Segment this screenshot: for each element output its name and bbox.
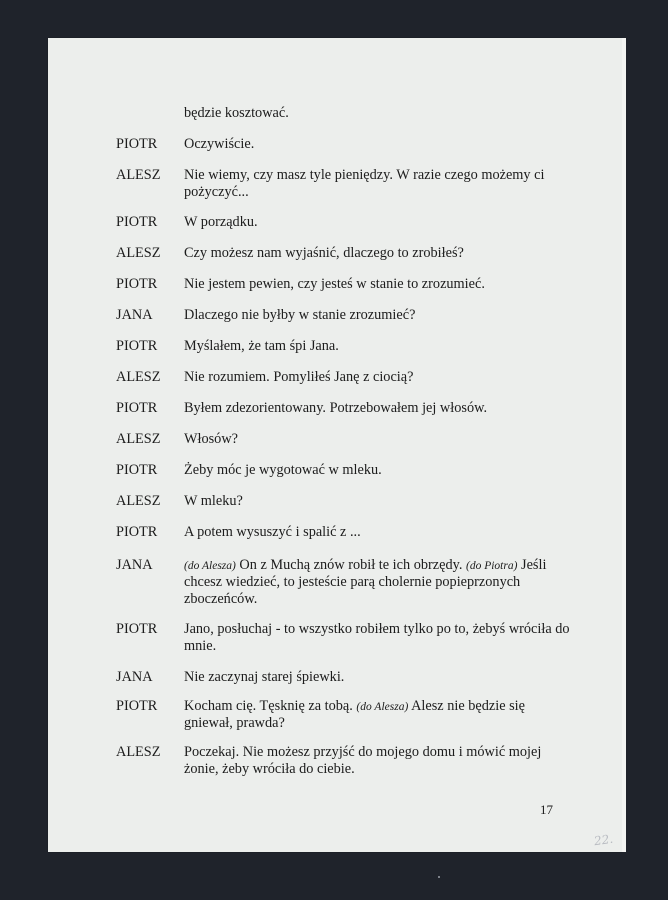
dialogue-line: A potem wysuszyć i spalić z ... [184, 524, 361, 540]
speaker-name: PIOTR [116, 136, 158, 152]
dialogue-line: Czy możesz nam wyjaśnić, dlaczego to zrobiłeś? [184, 245, 464, 261]
dialogue-line-continued: pożyczyć... [184, 184, 249, 200]
speaker-name: JANA [116, 669, 153, 685]
speaker-name: PIOTR [116, 462, 158, 478]
speaker-name: JANA [116, 307, 153, 323]
dialogue-line: Jano, posłuchaj - to wszystko robiłem tylko po to, żebyś wróciła do [184, 621, 570, 637]
dialogue-fragment: Kocham cię. Tęsknię za tobą. [184, 698, 357, 714]
dialogue-fragment: On z Muchą znów robił te ich obrzędy. [235, 557, 466, 573]
speaker-name: PIOTR [116, 621, 158, 637]
dialogue-fragment: Alesz nie będzie się [408, 698, 525, 714]
dialogue-line: Żeby móc je wygotować w mleku. [184, 462, 382, 478]
dialogue-line: Oczywiście. [184, 136, 255, 152]
speaker-name: ALESZ [116, 245, 161, 261]
dialogue-line-continued: gniewał, prawda? [184, 715, 285, 731]
dialogue-line: Poczekaj. Nie możesz przyjść do mojego domu i mówić mojej [184, 744, 542, 760]
dust-speck [438, 876, 440, 878]
dialogue-line: W mleku? [184, 493, 243, 509]
speaker-name: PIOTR [116, 338, 158, 354]
dialogue-line: Byłem zdezorientowany. Potrzebowałem jej włosów. [184, 400, 488, 416]
speaker-name: PIOTR [116, 698, 158, 714]
speaker-name: ALESZ [116, 493, 161, 509]
dialogue-line: Nie zaczynaj starej śpiewki. [184, 669, 345, 685]
speaker-name: PIOTR [116, 524, 158, 540]
speaker-name: JANA [116, 557, 153, 573]
speaker-name: ALESZ [116, 167, 161, 183]
dialogue-line-continued: mnie. [184, 638, 217, 654]
dialogue-line: W porządku. [184, 214, 258, 230]
speaker-name: PIOTR [116, 276, 158, 292]
stage-direction: (do Alesza) [184, 560, 236, 572]
dialogue-line-continued: żonie, żeby wróciła do ciebie. [184, 761, 355, 777]
speaker-name: PIOTR [116, 214, 158, 230]
dialogue-line: Nie jestem pewien, czy jesteś w stanie to zrozumieć. [184, 276, 485, 292]
pencil-annotation: 22. [593, 831, 614, 849]
speaker-name: ALESZ [116, 431, 161, 447]
dialogue-line: Nie wiemy, czy masz tyle pieniędzy. W razie czego możemy ci [184, 167, 545, 183]
dialogue-line: Włosów? [184, 431, 238, 447]
dialogue-fragment: Jeśli [517, 557, 547, 573]
page-edge [622, 38, 626, 852]
continuation-line: będzie kosztować. [184, 105, 289, 121]
stage-direction: (do Piotra) [466, 560, 518, 572]
dialogue-line-continued: chcesz wiedzieć, to jesteście parą cholernie popieprzonych [184, 574, 521, 590]
speaker-name: PIOTR [116, 400, 158, 416]
stage-direction: (do Alesza) [356, 701, 409, 713]
dialogue-line-continued: zboczeńców. [184, 591, 258, 607]
dialogue-line: Nie rozumiem. Pomyliłeś Janę z ciocią? [184, 369, 414, 385]
speaker-name: ALESZ [116, 744, 161, 760]
dialogue-line: Myślałem, że tam śpi Jana. [184, 338, 339, 354]
dialogue-line: Dlaczego nie byłby w stanie zrozumieć? [184, 307, 416, 323]
page-number: 17 [540, 802, 553, 817]
speaker-name: ALESZ [116, 369, 161, 385]
